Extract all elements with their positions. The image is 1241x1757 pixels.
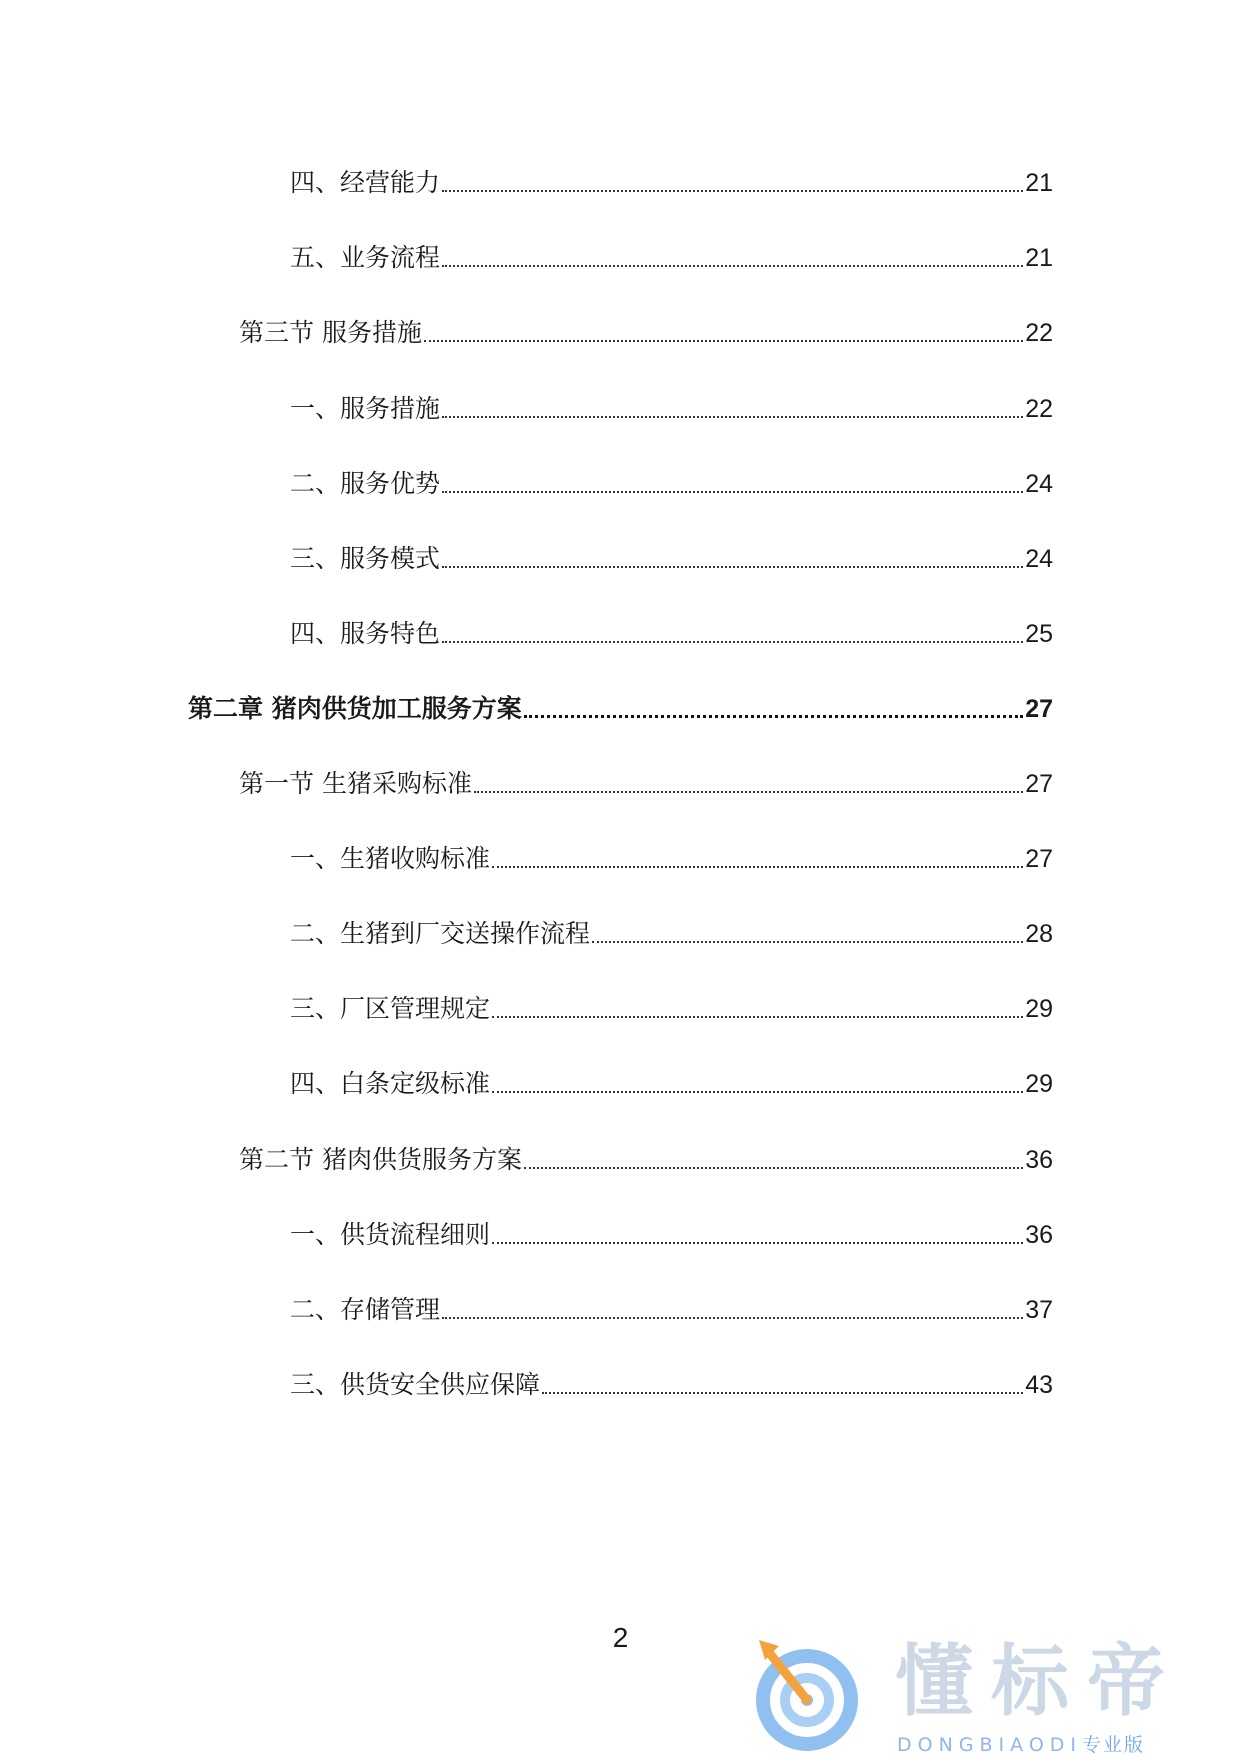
dot-leader — [542, 1392, 1023, 1394]
dot-leader — [442, 641, 1023, 643]
toc-entry-page: 22 — [1025, 319, 1053, 347]
toc-entry-page: 28 — [1025, 920, 1053, 948]
toc-entry-title: 二、生猪到厂交送操作流程 — [290, 919, 591, 948]
toc-entry[interactable] — [290, 834, 1053, 874]
toc-entry-page: 24 — [1025, 470, 1053, 498]
toc-entry-title: 第三节 服务措施 — [239, 318, 422, 347]
toc-entry[interactable] — [290, 1285, 1053, 1325]
toc-entry-page: 37 — [1025, 1296, 1053, 1324]
toc-entry[interactable] — [290, 158, 1053, 198]
toc-entry-title: 四、白条定级标准 — [290, 1069, 491, 1098]
toc-entry[interactable] — [290, 609, 1053, 649]
toc-entry[interactable] — [239, 759, 1053, 799]
dot-leader — [442, 190, 1023, 192]
dot-leader — [442, 1317, 1023, 1319]
dot-leader — [492, 1091, 1023, 1093]
toc-entry-title: 第二节 猪肉供货服务方案 — [239, 1145, 522, 1174]
toc-entry[interactable] — [290, 384, 1053, 424]
toc-entry[interactable] — [290, 233, 1053, 273]
dot-leader — [424, 340, 1023, 342]
watermark-brand: 懂标帝 — [895, 1637, 1184, 1727]
dot-leader — [492, 1242, 1023, 1244]
toc-entry[interactable] — [239, 308, 1053, 348]
toc-entry-page: 24 — [1025, 545, 1053, 573]
toc-entry[interactable] — [290, 1360, 1053, 1400]
toc-entry[interactable] — [290, 459, 1053, 499]
toc-entry-title: 第二章 猪肉供货加工服务方案 — [188, 694, 522, 723]
toc-entry-title: 一、生猪收购标准 — [290, 844, 491, 873]
toc-entry[interactable] — [290, 1059, 1053, 1099]
dot-leader — [492, 866, 1023, 868]
dot-leader — [592, 941, 1023, 943]
toc-entry-title: 一、供货流程细则 — [290, 1220, 491, 1249]
toc-entry-title: 一、服务措施 — [290, 394, 441, 423]
toc-entry-page: 27 — [1025, 695, 1053, 723]
watermark — [745, 1630, 1225, 1754]
toc-entry-page: 29 — [1025, 995, 1053, 1023]
toc-entry-title: 四、服务特色 — [290, 619, 441, 648]
dot-leader — [442, 566, 1023, 568]
dot-leader — [524, 1167, 1023, 1169]
dot-leader — [474, 791, 1023, 793]
toc-entry[interactable] — [290, 534, 1053, 574]
toc-entry-title: 三、厂区管理规定 — [290, 994, 491, 1023]
toc-entry-page: 21 — [1025, 244, 1053, 272]
toc-entry[interactable] — [188, 684, 1053, 724]
page-number: 2 — [612, 1622, 629, 1653]
toc-entry-page: 43 — [1025, 1371, 1053, 1399]
toc-entry-page: 22 — [1025, 395, 1053, 423]
toc-entry-title: 第一节 生猪采购标准 — [239, 769, 472, 798]
toc-entry[interactable] — [290, 909, 1053, 949]
watermark-subtitle-text: DONGBIAODI — [897, 1734, 1083, 1756]
toc-entry-title: 四、经营能力 — [290, 168, 441, 197]
toc-entry-page: 27 — [1025, 845, 1053, 873]
toc-entry-page: 36 — [1025, 1146, 1053, 1174]
dot-leader — [492, 1016, 1023, 1018]
target-logo-icon — [745, 1630, 875, 1754]
toc-entry-page: 25 — [1025, 620, 1053, 648]
watermark-subtitle — [897, 1730, 1145, 1757]
toc-entry-title: 三、服务模式 — [290, 544, 441, 573]
toc-entry-page: 21 — [1025, 169, 1053, 197]
toc-entry-title: 三、供货安全供应保障 — [290, 1370, 541, 1399]
toc-entry[interactable] — [290, 984, 1053, 1024]
dot-leader — [442, 265, 1023, 267]
dot-leader — [442, 491, 1023, 493]
dot-leader — [524, 715, 1023, 718]
toc-entry[interactable] — [239, 1135, 1053, 1175]
toc-entry-page: 29 — [1025, 1070, 1053, 1098]
toc-entry[interactable] — [290, 1210, 1053, 1250]
watermark-badge: 专业版 — [1082, 1734, 1146, 1756]
toc-entry-page: 36 — [1025, 1221, 1053, 1249]
toc-entry-title: 五、业务流程 — [290, 243, 441, 272]
toc-entry-title: 二、服务优势 — [290, 469, 441, 498]
toc-entry-page: 27 — [1025, 770, 1053, 798]
dot-leader — [442, 416, 1023, 418]
toc-entry-title: 二、存储管理 — [290, 1295, 441, 1324]
